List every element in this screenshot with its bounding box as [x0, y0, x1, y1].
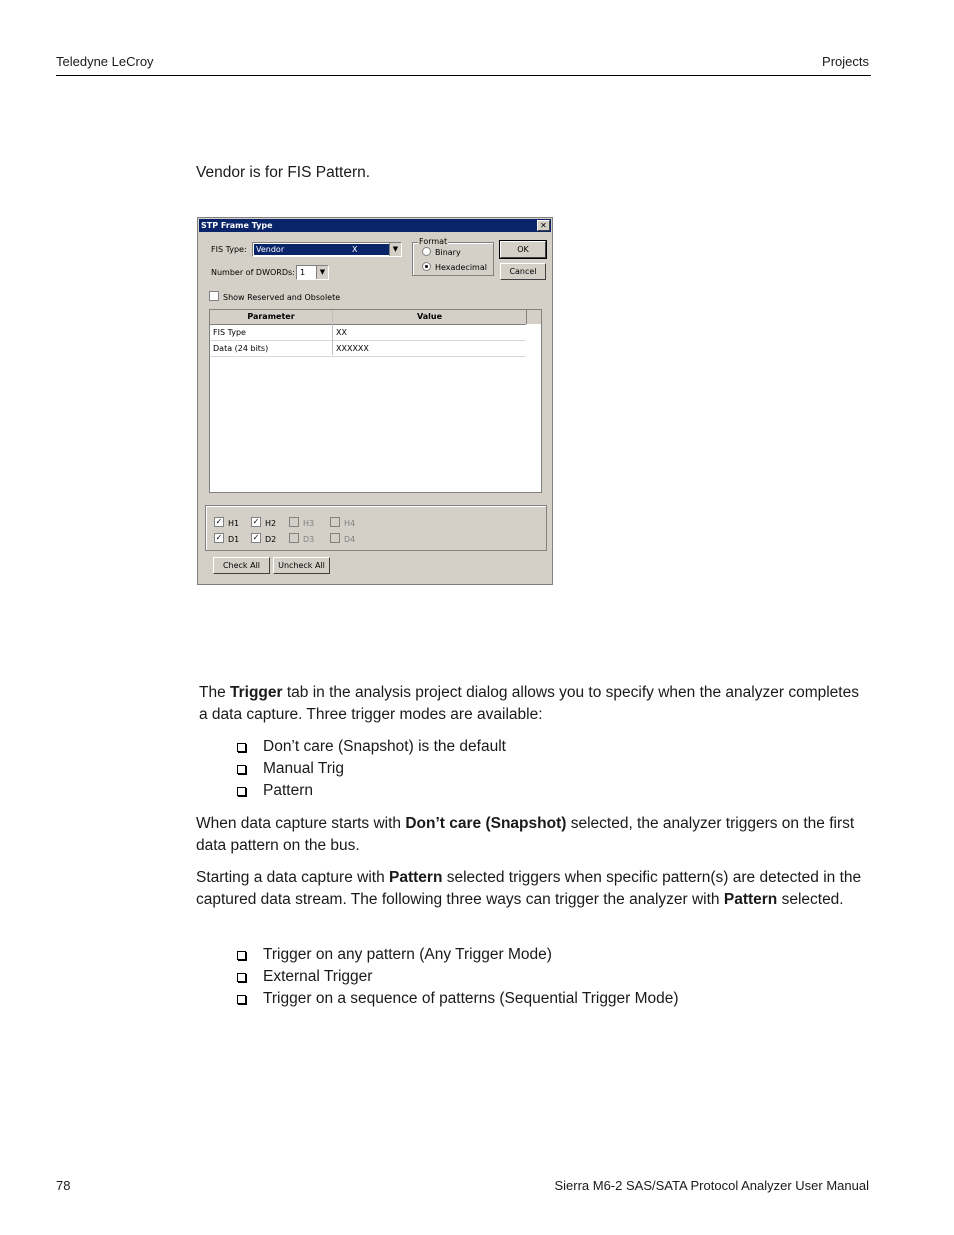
- check-h2[interactable]: [251, 517, 276, 528]
- trigger-mode-list: [237, 736, 506, 802]
- checkbox-checked-icon: [214, 517, 224, 527]
- uncheck-all-button[interactable]: Uncheck All: [273, 557, 330, 574]
- fis-type-select[interactable]: [252, 242, 402, 257]
- check-h1[interactable]: [214, 517, 239, 528]
- list-item: [237, 780, 506, 802]
- grid-header: [210, 310, 526, 325]
- parameter-grid: [209, 309, 542, 493]
- check-d2-label: D2: [265, 535, 277, 544]
- snapshot-para-bold: Don’t care (Snapshot): [405, 815, 567, 832]
- format-hex-radio[interactable]: [422, 262, 487, 272]
- cancel-button[interactable]: Cancel: [500, 263, 546, 280]
- header-section: Projects: [822, 54, 869, 69]
- checkbox-disabled-icon: [289, 533, 299, 543]
- footer-page-number: 78: [56, 1178, 71, 1193]
- bullet-box-icon: [237, 951, 246, 960]
- checkbox-checked-icon: [251, 517, 261, 527]
- table-row[interactable]: [210, 325, 526, 341]
- format-binary-radio[interactable]: [422, 247, 461, 257]
- list-item: [237, 736, 506, 758]
- fis-type-subvalue: X: [350, 244, 390, 255]
- check-d1[interactable]: [214, 533, 239, 544]
- dwords-value: 1: [300, 268, 306, 277]
- snapshot-paragraph: [196, 813, 866, 857]
- dialog-title: STP Frame Type: [199, 219, 551, 232]
- check-d2[interactable]: [251, 533, 276, 544]
- chevron-down-icon[interactable]: ▼: [389, 243, 401, 256]
- col-value: Value: [416, 312, 442, 321]
- format-label: Format: [419, 237, 448, 246]
- check-d3-label: D3: [303, 535, 315, 544]
- list-item-text: Trigger on any pattern (Any Trigger Mode): [263, 946, 552, 963]
- show-reserved-checkbox[interactable]: [209, 291, 340, 302]
- check-h4: [330, 517, 355, 528]
- grid-scroll-corner: [526, 310, 541, 324]
- format-binary-label: Binary: [435, 248, 461, 257]
- list-item-text: Manual Trig: [263, 760, 344, 777]
- trigger-para-post: tab in the analysis project dialog allows you to specify when the analyzer completes a data capture. Three trigger modes are available:: [199, 684, 859, 723]
- check-h2-label: H2: [265, 519, 277, 528]
- checkbox-disabled-icon: [330, 533, 340, 543]
- snapshot-para-post: selected, the analyzer triggers on the first data pattern on the bus.: [196, 815, 855, 854]
- snapshot-para-pre: When data capture starts with: [196, 815, 406, 832]
- footer-manual-title: Sierra M6-2 SAS/SATA Protocol Analyzer User Manual: [554, 1178, 869, 1193]
- chevron-down-icon[interactable]: ▼: [316, 266, 328, 279]
- header-company: Teledyne LeCroy: [56, 54, 154, 69]
- check-all-button[interactable]: Check All: [213, 557, 270, 574]
- list-item: [237, 966, 679, 988]
- list-item-text: Don’t care (Snapshot) is the default: [263, 738, 506, 755]
- check-d4: [330, 533, 355, 544]
- stp-frame-type-dialog: [197, 217, 553, 585]
- pattern-para-mid: selected triggers when specific pattern(s) are detected in the captured data stream. The following three ways can trigger the analyzer with: [196, 869, 862, 908]
- trigger-para-bold: Trigger: [230, 684, 283, 701]
- pattern-para-bold1: Pattern: [389, 869, 443, 886]
- fis-type-label: FIS Type:: [211, 245, 247, 254]
- check-h4-label: H4: [344, 519, 356, 528]
- check-d4-label: D4: [344, 535, 356, 544]
- radio-icon: [422, 247, 431, 256]
- check-h3: [289, 517, 314, 528]
- ok-button[interactable]: OK: [500, 241, 546, 258]
- checkbox-checked-icon: [214, 533, 224, 543]
- list-item: [237, 944, 679, 966]
- fis-type-value: Vendor: [254, 244, 350, 255]
- list-item: [237, 988, 679, 1010]
- header-rule: [56, 75, 871, 76]
- checkbox-icon: [209, 291, 219, 301]
- trigger-para-pre: The: [199, 684, 231, 701]
- trigger-paragraph: [199, 682, 869, 726]
- row-value: XX: [336, 328, 347, 337]
- list-item-text: External Trigger: [263, 968, 373, 985]
- bullet-box-icon: [237, 743, 246, 752]
- grid-column-divider: [332, 310, 333, 355]
- radio-selected-icon: [422, 262, 431, 271]
- pattern-ways-list: [237, 944, 679, 1010]
- dwords-label: Number of DWORDs:: [211, 268, 295, 277]
- show-reserved-label: Show Reserved and Obsolete: [223, 293, 341, 302]
- checkbox-disabled-icon: [330, 517, 340, 527]
- pattern-para-post: selected.: [777, 891, 844, 908]
- table-row[interactable]: [210, 341, 526, 357]
- dwords-select[interactable]: [296, 265, 329, 280]
- list-item-text: Trigger on a sequence of patterns (Sequential Trigger Mode): [263, 990, 679, 1007]
- bullet-box-icon: [237, 995, 246, 1004]
- row-param: FIS Type: [213, 328, 246, 337]
- check-d1-label: D1: [228, 535, 240, 544]
- row-value: XXXXXX: [336, 344, 369, 353]
- pattern-para-pre: Starting a data capture with: [196, 869, 390, 886]
- check-h3-label: H3: [303, 519, 315, 528]
- close-icon[interactable]: ✕: [537, 220, 550, 231]
- checkbox-checked-icon: [251, 533, 261, 543]
- bullet-box-icon: [237, 973, 246, 982]
- intro-text: Vendor is for FIS Pattern.: [196, 164, 371, 181]
- row-param: Data (24 bits): [213, 344, 269, 353]
- format-hex-label: Hexadecimal: [435, 263, 487, 272]
- check-h1-label: H1: [228, 519, 240, 528]
- list-item-text: Pattern: [263, 782, 313, 799]
- list-item: [237, 758, 506, 780]
- col-parameter: Parameter: [247, 312, 295, 321]
- bullet-box-icon: [237, 765, 246, 774]
- checkbox-disabled-icon: [289, 517, 299, 527]
- pattern-para-bold2: Pattern: [723, 891, 778, 908]
- pattern-paragraph: [196, 867, 866, 911]
- bullet-box-icon: [237, 787, 246, 796]
- check-d3: [289, 533, 314, 544]
- checks-group: [205, 505, 547, 551]
